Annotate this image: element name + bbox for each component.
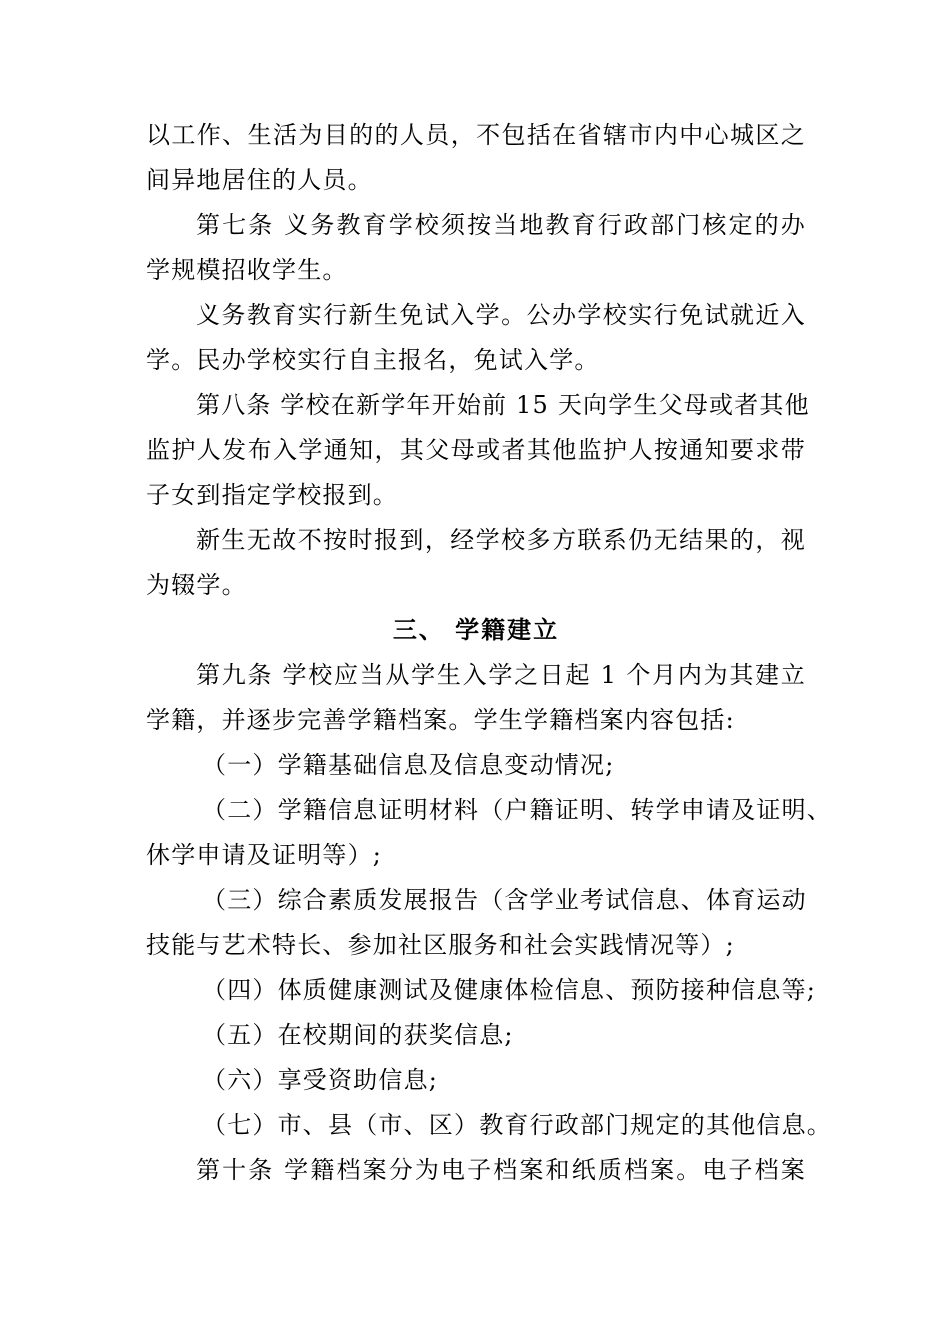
- text-line: 为辍学。: [146, 571, 247, 599]
- list-item: （六）享受资助信息;: [202, 1066, 439, 1094]
- list-item: （三）综合素质发展报告（含学业考试信息、体育运动: [202, 886, 807, 914]
- article-10-line: 第十条 学籍档案分为电子档案和纸质档案。电子档案: [196, 1156, 806, 1184]
- text-line: 技能与艺术特长、参加社区服务和社会实践情况等）;: [146, 931, 735, 959]
- article-8-line: 第八条 学校在新学年开始前 15 天向学生父母或者其他: [196, 391, 810, 419]
- text-line: 新生无故不按时报到，经学校多方联系仍无结果的，视: [196, 526, 806, 554]
- list-item: （一）学籍基础信息及信息变动情况;: [202, 751, 615, 779]
- article-7-line: 第七条 义务教育学校须按当地教育行政部门核定的办: [196, 211, 806, 239]
- text-line: 学规模招收学生。: [146, 256, 348, 284]
- list-item: （五）在校期间的获奖信息;: [202, 1021, 514, 1049]
- list-item: （二）学籍信息证明材料（户籍证明、转学申请及证明、: [202, 796, 832, 824]
- text-line: 间异地居住的人员。: [146, 166, 373, 194]
- section-heading: 三、 学籍建立: [392, 616, 560, 644]
- text-line: 义务教育实行新生免试入学。公办学校实行免试就近入: [196, 301, 806, 329]
- text-line: 休学申请及证明等）;: [146, 841, 383, 869]
- text-line: 监护人发布入学通知，其父母或者其他监护人按通知要求带: [146, 436, 806, 464]
- text-line: 以工作、生活为目的的人员，不包括在省辖市内中心城区之: [146, 121, 806, 149]
- text-line: 子女到指定学校报到。: [146, 481, 398, 509]
- text-line: 学。民办学校实行自主报名，免试入学。: [146, 346, 600, 374]
- list-item: （七）市、县（市、区）教育行政部门规定的其他信息。: [202, 1111, 832, 1139]
- text-line: 学籍，并逐步完善学籍档案。学生学籍档案内容包括:: [146, 706, 735, 734]
- list-item: （四）体质健康测试及健康体检信息、预防接种信息等;: [202, 976, 817, 1004]
- article-9-line: 第九条 学校应当从学生入学之日起 1 个月内为其建立: [196, 661, 806, 689]
- document-page: [146, 113, 832, 1193]
